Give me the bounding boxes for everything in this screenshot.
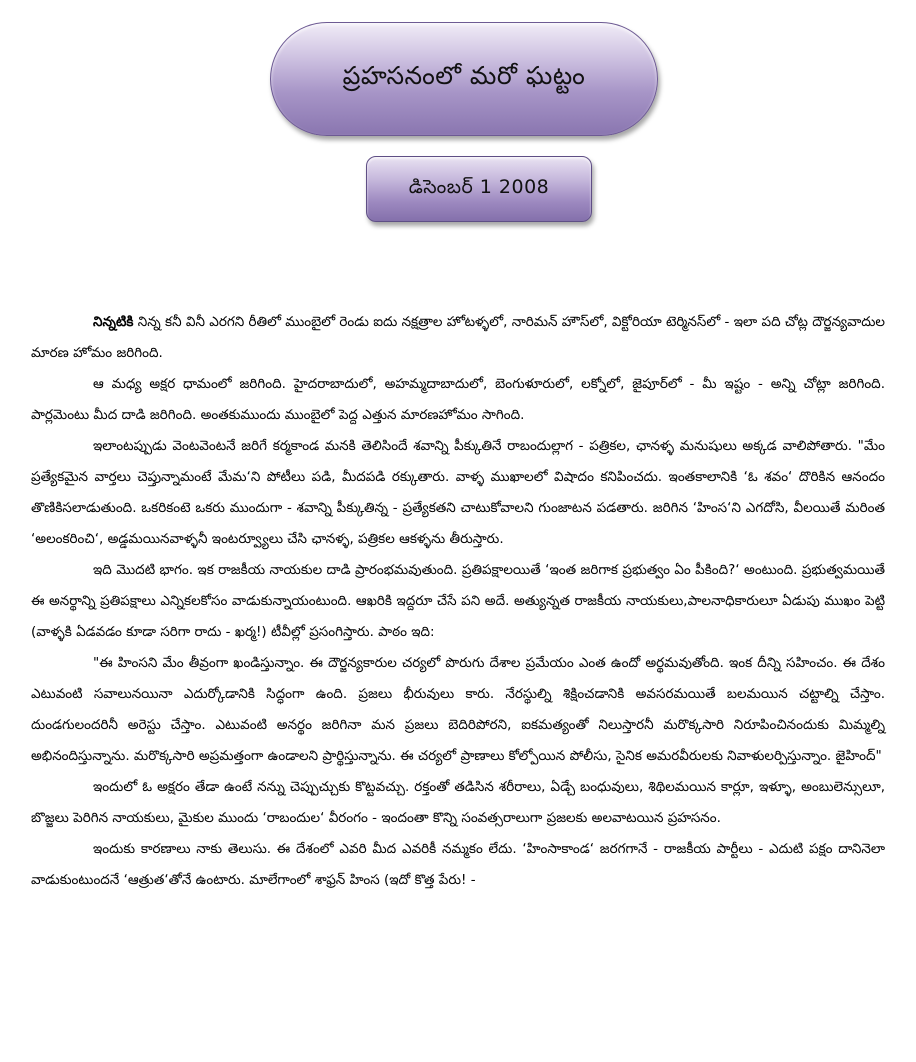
post-date: డిసెంబర్ 1 2008	[408, 175, 550, 198]
paragraph: ఇందుకు కారణాలు నాకు తెలుసు. ఈ దేశంలో ఎవరి మీద ఎవరికీ నమ్మకం లేదు. ‘హింసాకాండ‘ జరగగానే - రాజకీయ పార్టీలు - ఎదుటి పక్షం దానినెలా వాడుకుంటుందనే ‘ఆత్రుత‘తోనే ఉంటారు. మాలేగాంలో శాఫ్రన్ హింస (ఇదో కొత్త పేరు! -	[31, 841, 885, 888]
title-banner	[270, 22, 658, 136]
page-title: ప్రహసనంలో మరో ఘట్టం	[342, 61, 586, 90]
date-banner	[366, 156, 592, 222]
paragraph: ఇందులో ఓ అక్షరం తేడా ఉంటే నన్ను చెప్పుచ్చుకు కొట్టవచ్చు. రక్తంతో తడిసిన శరీరాలు, ఏడ్చే బంధువులు, శిథిలమయిన కార్లూ, ఇళ్ళూ, అంబులెన్సులూ, బొజ్జలు పెరిగిన నాయకులు, మైకుల ముందు ‘రాబందుల‘ వీరంగం - ఇందంతా కొన్ని సంవత్సరాలుగా ప్రజలకు అలవాటయిన ప్రహసనం.	[31, 779, 885, 826]
paragraph: ఇలాంటప్పుడు వెంటవెంటనే జరిగే కర్మకాండ మనకి తెలిసిందే శవాన్ని పీక్కుతినే రాబందుల్లాగ - పత్రికల, ఛానళ్ళ మనుషులు అక్కడ వాలిపోతారు. "మేం ప్రత్యేకమైన వార్తలు చెప్తున్నామంటే మేమ‘ని పోటీలు పడి, మీదపడి రక్కుతారు. వాళ్ళ ముఖాలలో విషాదం కనిపించదు. ఇంతకాలానికి ‘ఓ శవం‘ దొరికిన ఆనందం తొణికిసలాడుతుంది. ఒకరికంటె ఒకరు ముందుగా - శవాన్ని పీక్కుతిన్న - ప్రత్యేకతని చాటుకోవాలని గుంజాటన పడతారు. జరిగిన ‘హింస‘ని ఎగదోసి, వీలయితే మరింత ‘అలంకరించి‘, అడ్డమయినవాళ్ళనీ ఇంటర్వ్యూలు చేసి ఛానళ్ళ, పత్రికల ఆకళ్ళను తీరుస్తారు.	[31, 438, 885, 547]
paragraph: ఇది మొదటి భాగం. ఇక రాజకీయ నాయకుల దాడి ప్రారంభమవుతుంది. ప్రతిపక్షాలయితే ‘ఇంత జరిగాక ప్రభుత్వం ఏం పీకింది?‘ అంటుంది. ప్రభుత్వమయితే ఈ అనర్థాన్ని ప్రతిపక్షాలు ఎన్నికలకోసం వాడుకున్నాయంటుంది. ఆఖరికి ఇద్దరూ చేసే పని అదే. అత్యున్నత రాజకీయ నాయకులు,పాలనాధికారులూ ఏడుపు ముఖం పెట్టి (వాళ్ళకి ఏడవడం కూడా సరిగా రాదు - ఖర్మ!) టీవీల్లో ప్రసంగిస్తారు. పాఠం ఇది:	[31, 562, 885, 640]
lead-word: నిన్నటికి	[93, 314, 134, 330]
paragraph	[31, 307, 885, 369]
paragraph: ఆ మధ్య అక్షర ధామంలో జరిగింది. హైదరాబాదులో, అహమ్మదాబాదులో, బెంగుళూరులో, లక్నోలో, జైపూర్‌లో - మీ ఇష్టం - అన్ని చోట్లా జరిగింది. పార్లమెంటు మీద దాడి జరిగింది. అంతకుముందు ముంబైలో పెద్ద ఎత్తున మారణహోమం సాగింది.	[31, 376, 885, 423]
paragraph-text: నిన్న కనీ వినీ ఎరగని రీతిలో ముంబైలో రెండు ఐదు నక్షత్రాల హోటళ్ళలో, నారిమన్ హౌస్‌లో, విక్టోరియా టెర్మినస్‌లో - ఇలా పది చోట్ల దౌర్జన్యవాదుల మారణ హోమం జరిగింది.	[31, 314, 886, 361]
paragraph: "ఈ హింసని మేం తీవ్రంగా ఖండిస్తున్నాం. ఈ దౌర్జన్యకారుల చర్యలో పొరుగు దేశాల ప్రమేయం ఎంత ఉందో అర్థమవుతోంది. ఇంక దీన్ని సహించం. ఈ దేశం ఎటువంటి సవాలునయినా ఎదుర్కోడానికి సిద్ధంగా ఉంది. ప్రజలు భీరువులు కారు. నేరస్థుల్ని శిక్షించడానికి అవసరమయితే బలమయిన చట్టాల్ని చేస్తాం. దుండగులందరినీ అరెస్టు చేస్తాం. ఎటువంటి అనర్థం జరిగినా మన ప్రజలు బెదిరిపోరని, ఐకమత్యంతో నిలుస్తారనీ మరొక్కసారి నిరూపించినందుకు మిమ్మల్ని అభినందిస్తున్నాను. మరొక్కసారి అప్రమత్తంగా ఉండాలని ప్రార్థిస్తున్నాను. ఈ చర్యలో ప్రాణాలు కోల్పోయిన పోలీసు, సైనిక అమరవీరులకు నివాళులర్పిస్తున్నాం. జైహింద్"	[31, 655, 885, 764]
article-body	[31, 307, 885, 896]
